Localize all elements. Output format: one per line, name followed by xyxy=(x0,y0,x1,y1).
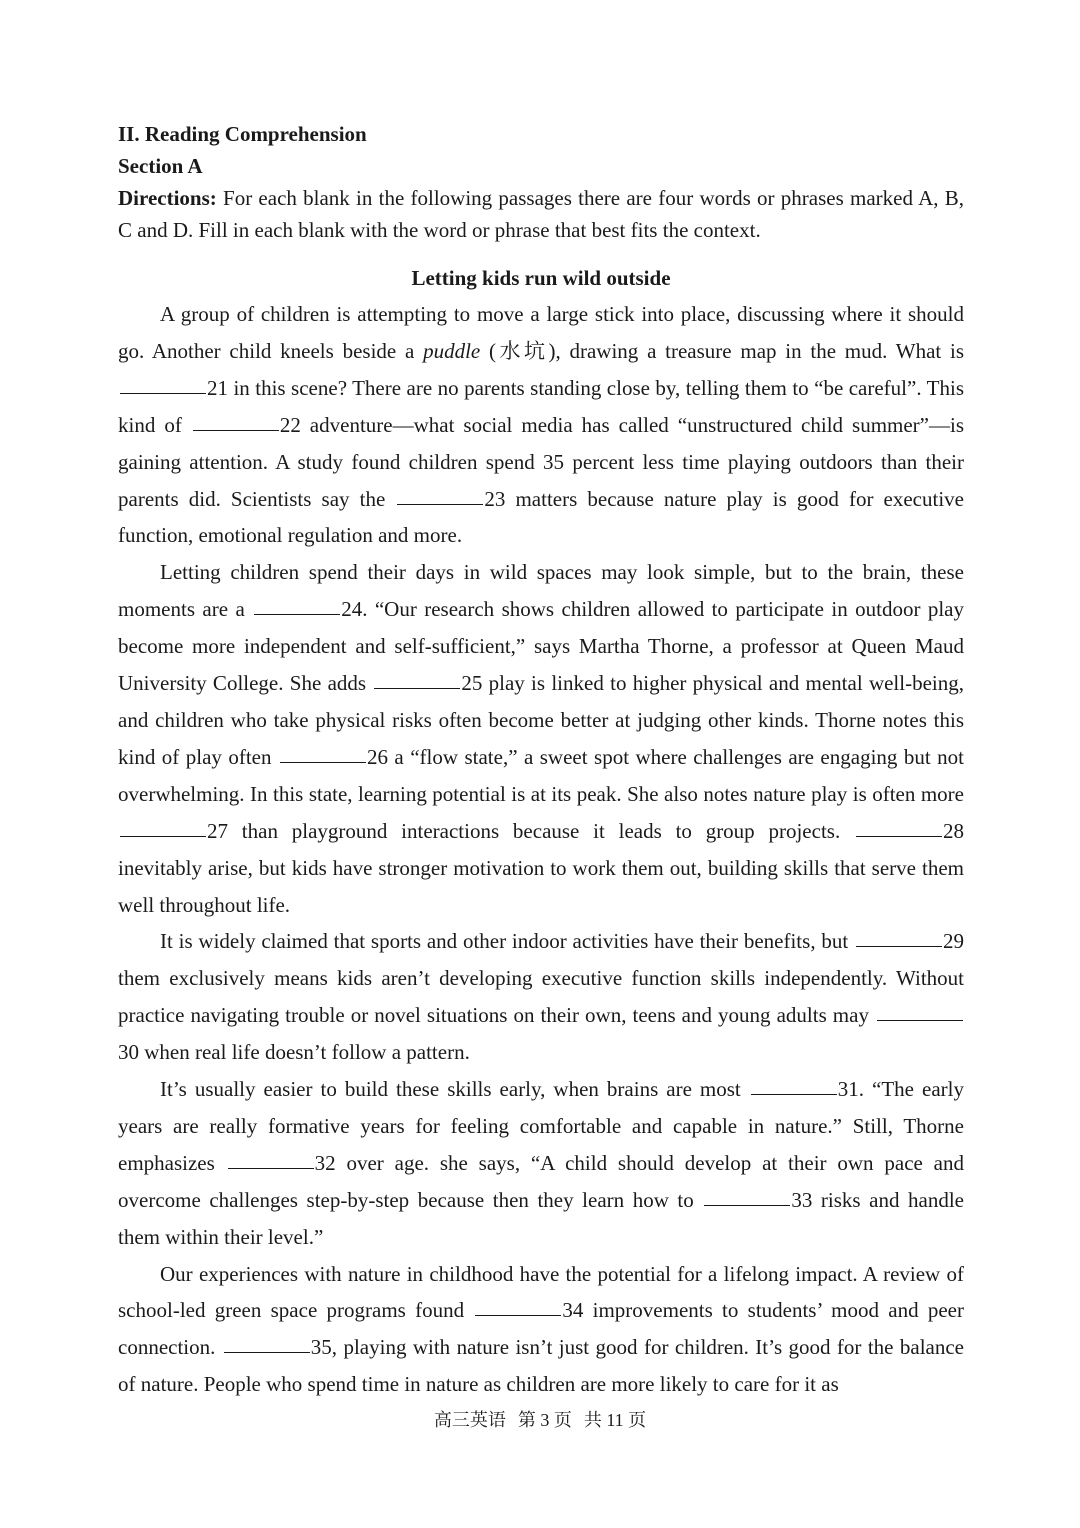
passage-paragraph xyxy=(118,296,964,554)
passage-paragraph xyxy=(118,554,964,923)
answer-blank[interactable] xyxy=(120,392,206,394)
directions-label: Directions: xyxy=(118,186,217,210)
answer-blank[interactable] xyxy=(751,1093,837,1095)
text-run: when real life doesn’t follow a pattern. xyxy=(139,1040,470,1065)
answer-blank[interactable] xyxy=(856,945,942,947)
answer-blank[interactable] xyxy=(280,761,366,763)
footer-page: 第 3 页 xyxy=(517,1410,572,1430)
blank-number: 27 xyxy=(207,818,228,843)
answer-blank[interactable] xyxy=(397,503,483,505)
text-run: Our experiences with nature in childhood have the potential for a lifelong impact. A review of school-led green space programs found xyxy=(118,1261,964,1323)
answer-blank[interactable] xyxy=(475,1314,561,1316)
text-run: Letting children spend their days in wild spaces may look simple, but to the brain, these moments are a xyxy=(118,560,964,622)
blank-number: 22 xyxy=(279,412,301,437)
section-heading: II. Reading Comprehension xyxy=(118,122,367,146)
text-run: A group of children is attempting to move a large stick into place, discussing where it should go. Another child kneels beside a xyxy=(118,302,964,363)
footer-total: 共 11 页 xyxy=(583,1410,647,1430)
blank-number: 25 xyxy=(461,671,483,696)
blank-number: 23 xyxy=(484,486,506,511)
footer-subject: 高三英语 xyxy=(433,1410,506,1430)
answer-blank[interactable] xyxy=(120,835,206,837)
italic-term: puddle xyxy=(423,338,481,363)
directions-text: For each blank in the following passages there are four words or phrases marked A, B, C and D. Fill in each blank with the word or phrase that best fits the context. xyxy=(118,186,964,242)
blank-number: 34 xyxy=(562,1298,584,1323)
answer-blank[interactable] xyxy=(877,1019,963,1021)
text-run: than playground interactions because it leads to group projects. xyxy=(228,818,854,843)
passage-title: Letting kids run wild outside xyxy=(411,266,671,290)
blank-number: 30 xyxy=(118,1040,139,1065)
passage-paragraph xyxy=(118,1071,964,1256)
answer-blank[interactable] xyxy=(704,1204,790,1206)
passage-paragraph xyxy=(118,1256,964,1404)
answer-blank[interactable] xyxy=(193,429,279,431)
text-run: It’s usually easier to build these skills early, when brains are most xyxy=(160,1077,749,1102)
page-footer xyxy=(0,1406,1080,1434)
blank-number: 29 xyxy=(943,929,964,954)
blank-number: 26 xyxy=(366,744,388,769)
text-run: . “The early years are really formative years for feeling comfortable and capable in nature.” Still, Thorne emphasizes xyxy=(118,1077,964,1175)
blank-number: 32 xyxy=(314,1150,336,1175)
text-run: in this scene? There are no parents standing close by, telling them to “be careful”. This kind of xyxy=(118,375,964,437)
blank-number: 24 xyxy=(341,597,363,622)
answer-blank[interactable] xyxy=(374,687,460,689)
blank-number: 31 xyxy=(837,1077,859,1102)
answer-blank[interactable] xyxy=(224,1351,310,1353)
answer-blank[interactable] xyxy=(856,835,942,837)
answer-blank[interactable] xyxy=(228,1167,314,1169)
blank-number: 21 xyxy=(207,375,228,400)
blank-number: 28 xyxy=(943,818,964,843)
subsection-heading: Section A xyxy=(118,154,203,178)
text-run: matters because nature play is good for executive function, emotional regulation and more. xyxy=(118,486,964,548)
blank-number: 33 xyxy=(791,1187,813,1212)
passage-body xyxy=(118,296,964,1403)
text-run: It is widely claimed that sports and other indoor activities have their benefits, but xyxy=(160,929,854,954)
directions xyxy=(118,182,964,246)
text-run: them exclusively means kids aren’t developing executive function skills independently. Without practice navigating trouble or novel situations on their own, teens and young adults may xyxy=(118,966,964,1028)
answer-blank[interactable] xyxy=(254,613,340,615)
passage-paragraph xyxy=(118,923,964,1071)
text-run: adventure—what social media has called “unstructured child summer”—is gaining attention. A study found children spend 35 percent less time playing outdoors than their parents did. Scientists say the xyxy=(118,412,965,511)
blank-number: 35 xyxy=(310,1335,332,1360)
text-run: a “flow state,” a sweet spot where challenges are engaging but not overwhelming. In this state, learning potential is at its peak. She also notes nature play is often more xyxy=(118,744,964,806)
text-run: . “Our research shows children allowed to participate in outdoor play become more independent and self-sufficient,” says Martha Thorne, a professor at Queen Maud University College. She adds xyxy=(118,597,965,696)
text-run: risks and handle them within their level.” xyxy=(118,1187,964,1249)
text-run: play is linked to higher physical and mental well-being, and children who take physical risks often become better at judging other kinds. Thorne notes this kind of play often xyxy=(118,671,965,769)
text-run: (水坑), drawing a treasure map in the mud. What is xyxy=(480,338,964,363)
page-content xyxy=(118,118,964,1403)
text-run: inevitably arise, but kids have stronger motivation to work them out, building skills that serve them well throughout life. xyxy=(118,855,964,917)
text-run: over age. she says, “A child should develop at their own pace and overcome challenges step-by-step because then they learn how to xyxy=(118,1150,964,1212)
text-run: , playing with nature isn’t just good for children. It’s good for the balance of nature. People who spend time in nature as children are more likely to care for it as xyxy=(118,1335,964,1397)
text-run: improvements to students’ mood and peer connection. xyxy=(118,1298,964,1360)
